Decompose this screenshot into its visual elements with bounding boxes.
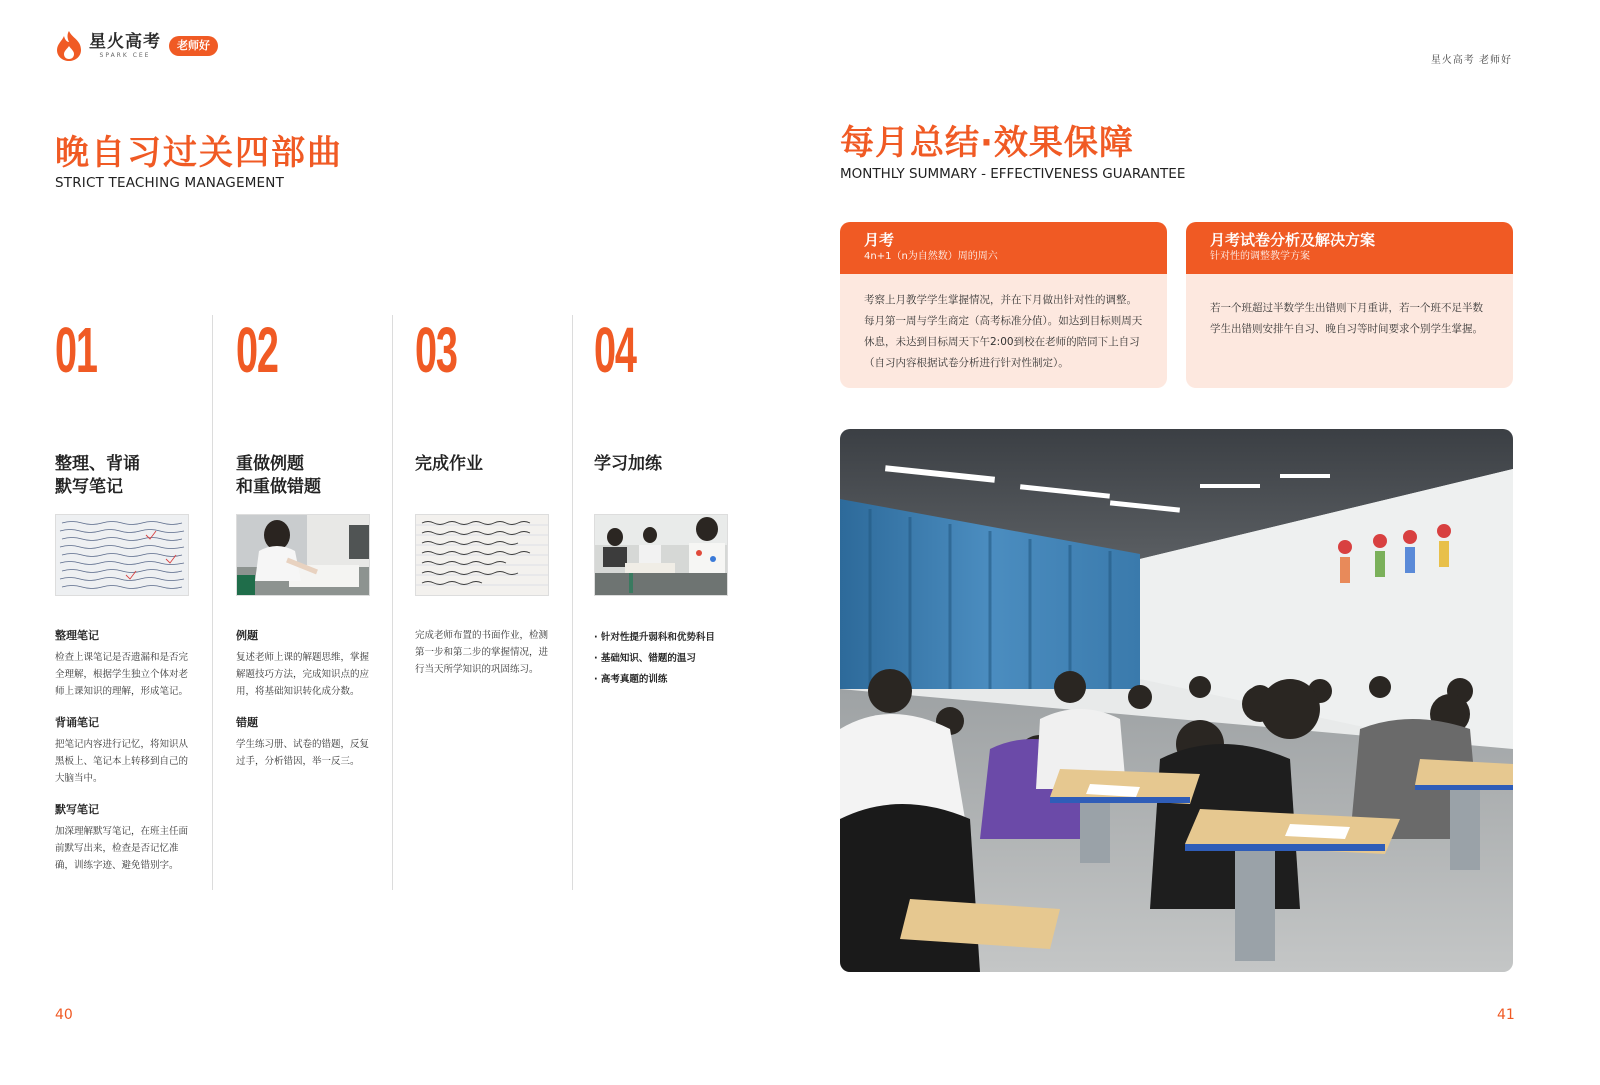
step-title: 学习加练 xyxy=(594,454,662,474)
card-header xyxy=(840,222,1167,274)
step-body xyxy=(415,627,555,692)
card-text: 考察上月教学学生掌握情况，并在下月做出针对性的调整。每月第一周与学生商定（高考标准分值）。如达到目标则周天休息，未达到目标周天下午2:00到校在老师的陪同下上自习（自习内容根据试卷分析进行针对性制定）。 xyxy=(864,294,1143,369)
step-title: 重做例题 和重做错题 xyxy=(236,454,321,497)
card-title: 月考试卷分析及解决方案 xyxy=(1210,231,1376,249)
block-text: 加深理解默写笔记，在班主任面前默写出来，检查是否记忆准确，训练字迹、避免错别字。 xyxy=(55,826,189,871)
step-body xyxy=(594,627,734,690)
training-list xyxy=(594,627,734,690)
step-title: 整理、背诵 默写笔记 xyxy=(55,454,140,497)
homework-photo xyxy=(415,514,549,596)
list-item: · 基础知识、错题的温习 xyxy=(594,648,734,669)
running-header: 星火高考 老师好 xyxy=(1430,55,1512,66)
block-text: 检查上课笔记是否遗漏和是否完全理解，根据学生独立个体对老师上课知识的理解，形成笔记。 xyxy=(55,652,189,697)
block-text: 把笔记内容进行记忆，将知识从黑板上、笔记本上转移到自己的大脑当中。 xyxy=(55,739,189,784)
block-heading: 背诵笔记 xyxy=(55,716,99,729)
step-column-1 xyxy=(55,315,225,890)
card-header xyxy=(1186,222,1513,274)
block-heading: 默写笔记 xyxy=(55,803,99,816)
step-body xyxy=(236,627,376,784)
card-subtitle: 针对性的调整教学方案 xyxy=(1210,251,1310,262)
page-number-left: 40 xyxy=(55,1007,73,1023)
right-page-title: 每月总结·效果保障 xyxy=(840,123,1134,163)
classroom-study-photo xyxy=(594,514,728,596)
block-text: 学生练习册、试卷的错题，反复过手，分析错因，举一反三。 xyxy=(236,739,370,767)
logo-badge: 老师好 xyxy=(169,36,218,56)
analysis-card xyxy=(1186,222,1513,388)
block-heading: 整理笔记 xyxy=(55,629,99,642)
step-number: 02 xyxy=(236,314,278,386)
block-heading: 例题 xyxy=(236,629,258,642)
student-writing-photo xyxy=(236,514,370,596)
monthly-exam-card xyxy=(840,222,1167,388)
card-subtitle: 4n+1（n为自然数）周的周六 xyxy=(864,251,998,262)
card-text: 若一个班超过半数学生出错则下月重讲，若一个班不足半数学生出错则安排午自习、晚自习等时间要求个别学生掌握。 xyxy=(1210,302,1483,335)
flame-icon xyxy=(55,30,83,62)
card-title: 月考 xyxy=(864,231,895,249)
logo-name: 星火高考 xyxy=(89,32,161,52)
page-number-right: 41 xyxy=(1497,1007,1515,1023)
step-column-2 xyxy=(236,315,406,890)
logo-english: SPARK CEE xyxy=(99,52,151,59)
right-page-subtitle: MONTHLY SUMMARY - EFFECTIVENESS GUARANTEE xyxy=(840,166,1186,182)
list-item: · 高考真题的训练 xyxy=(594,669,734,690)
block-text: 完成老师布置的书面作业，检测第一步和第二步的掌握情况，进行当天所学知识的巩固练习。 xyxy=(415,630,549,675)
left-page-subtitle: STRICT TEACHING MANAGEMENT xyxy=(55,175,285,191)
step-column-4 xyxy=(594,315,764,890)
step-number: 04 xyxy=(594,314,636,386)
left-page-title: 晚自习过关四部曲 xyxy=(55,133,343,173)
block-text: 复述老师上课的解题思维，掌握解题技巧方法，完成知识点的应用，将基础知识转化成分数。 xyxy=(236,652,370,697)
block-heading: 错题 xyxy=(236,716,258,729)
step-number: 03 xyxy=(415,314,457,386)
notes-photo xyxy=(55,514,189,596)
brand-logo xyxy=(55,30,218,62)
step-title: 完成作业 xyxy=(415,454,483,474)
step-number: 01 xyxy=(55,314,97,386)
step-column-3 xyxy=(415,315,585,890)
list-item: · 针对性提升弱科和优势科目 xyxy=(594,627,734,648)
exam-classroom-photo xyxy=(840,429,1513,972)
step-body xyxy=(55,627,195,888)
